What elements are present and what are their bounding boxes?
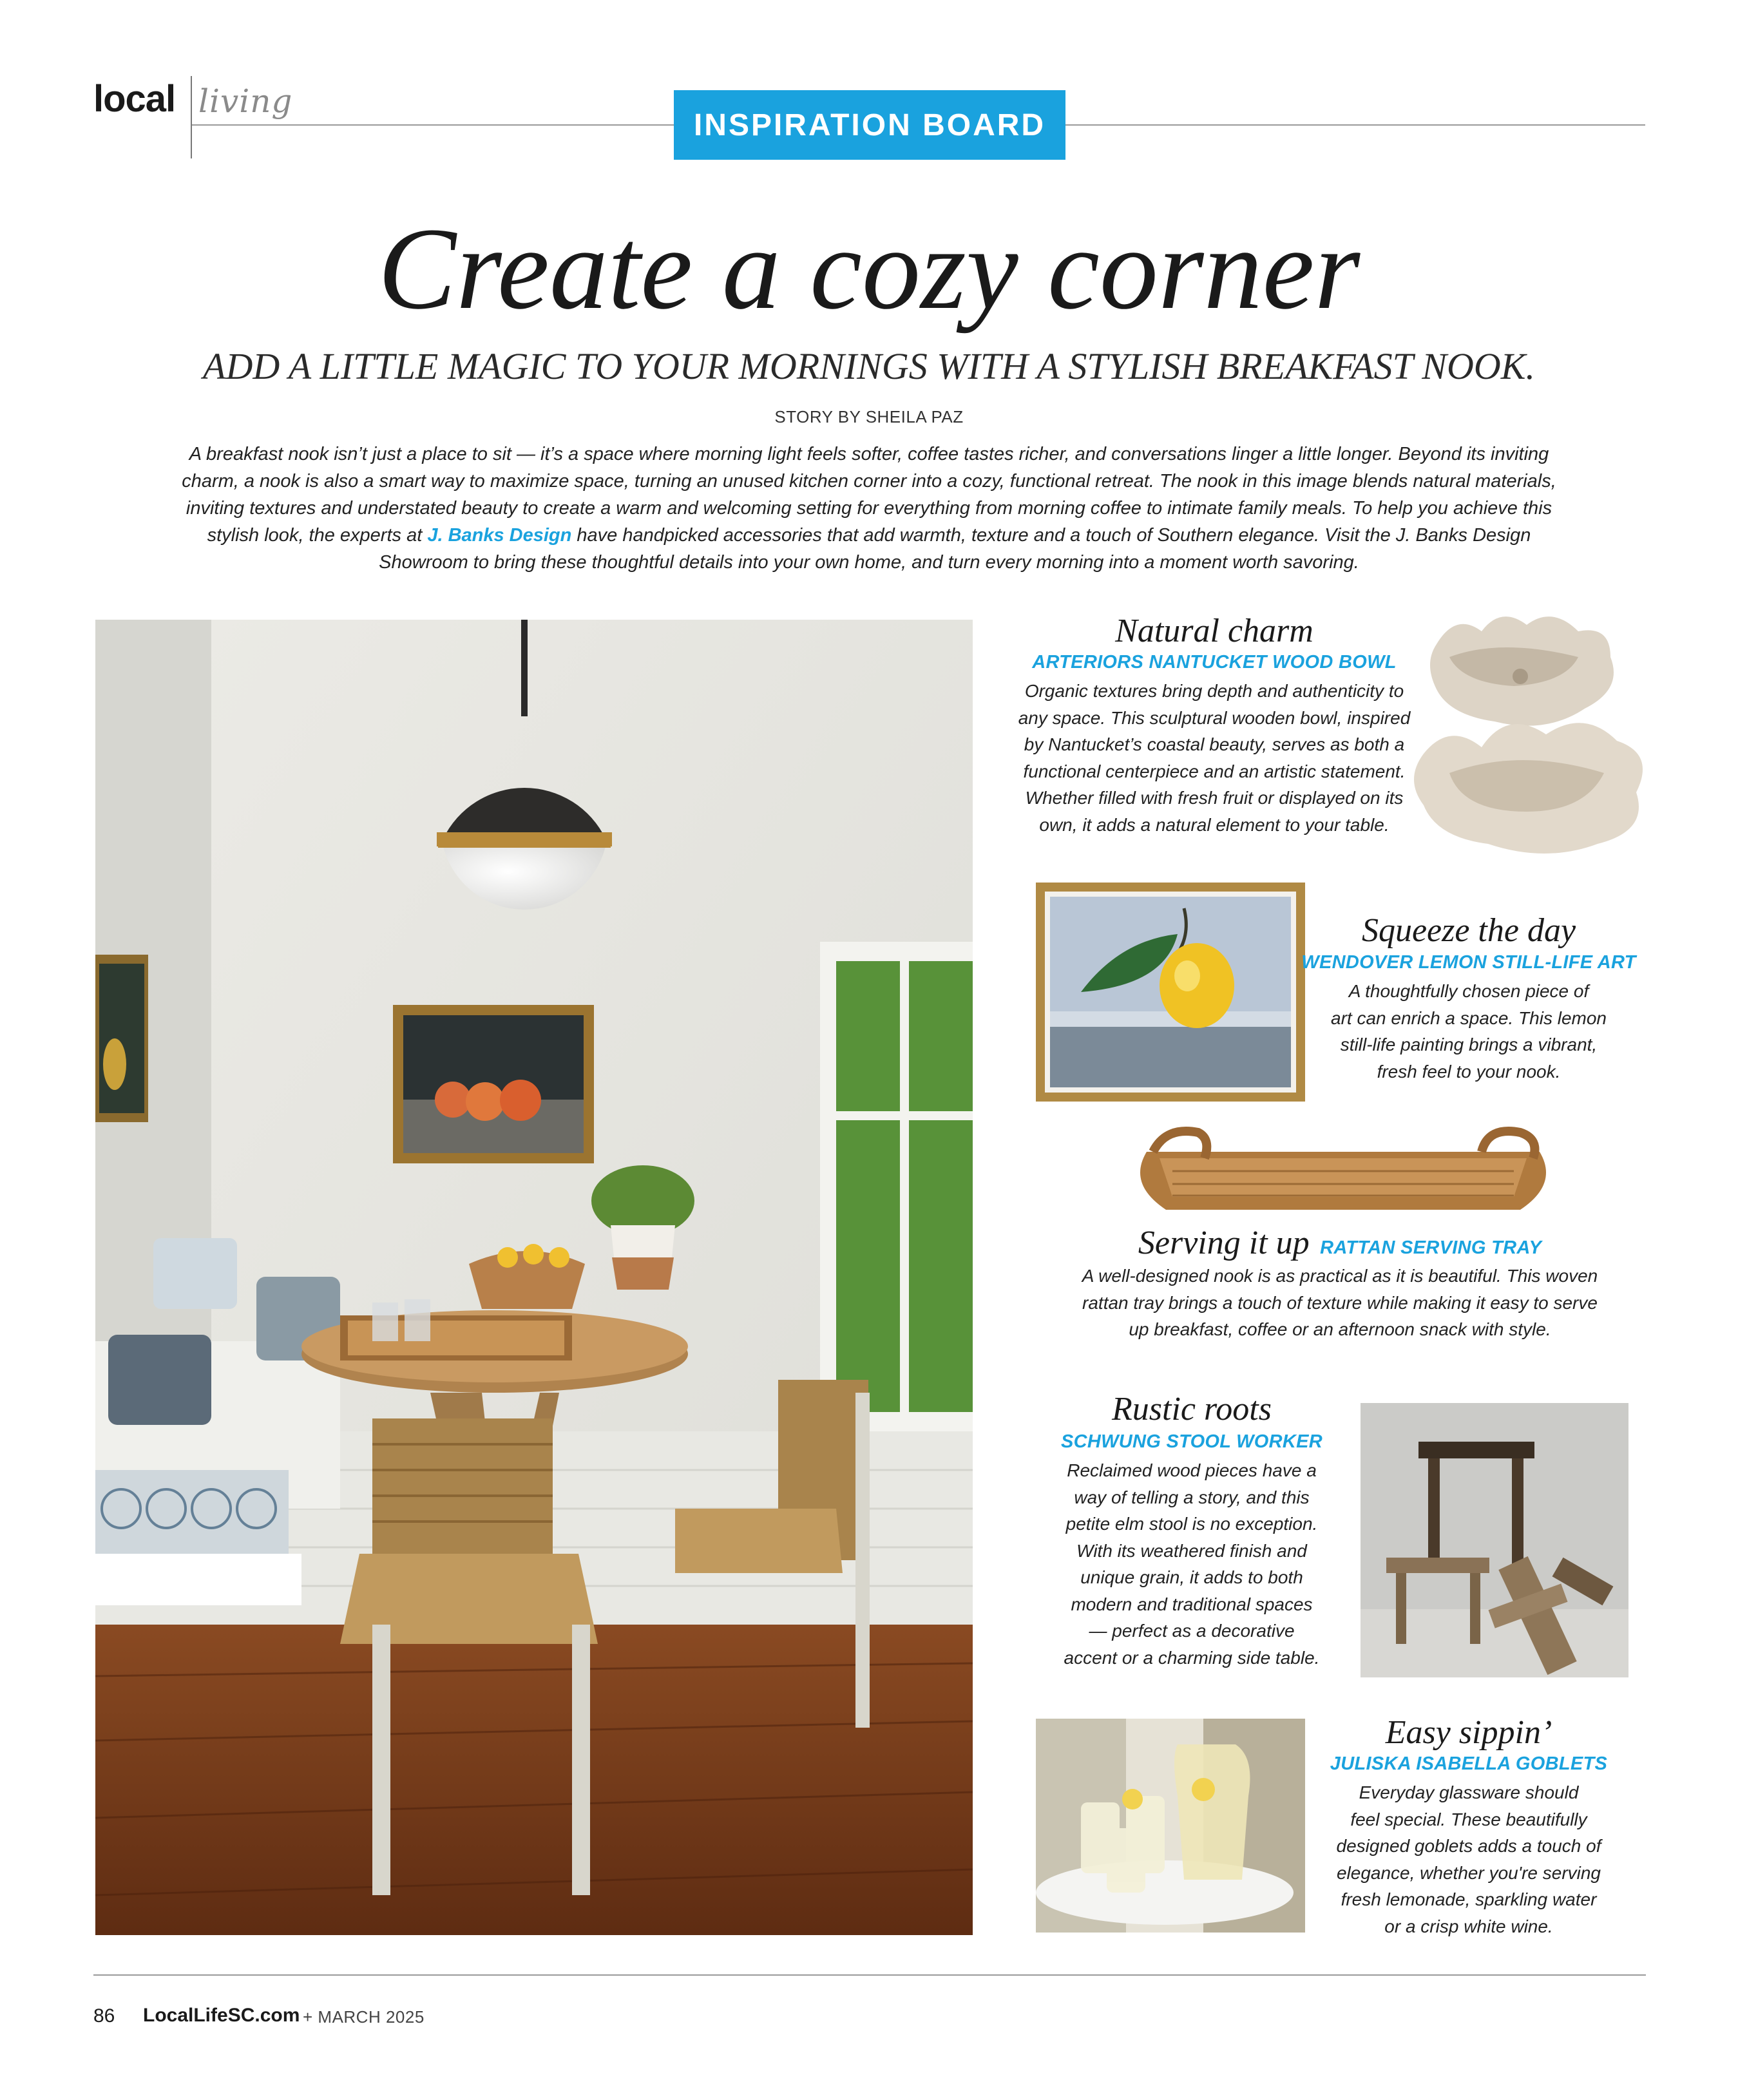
desc-line: Organic textures bring depth and authenticity to (1024, 681, 1404, 701)
brand-divider (191, 76, 192, 158)
product-desc-rattan-tray (992, 1263, 1688, 1343)
product-heading-natural-charm: Natural charm (1115, 613, 1313, 649)
desc-line: art can enrich a space. This lemon (1331, 1007, 1607, 1028)
desc-line: Whether filled with fresh fruit or displayed on its (1025, 788, 1404, 808)
desc-line: unique grain, it adds to both (1080, 1567, 1303, 1587)
lemon-still-life-image (1036, 883, 1305, 1102)
product-heading-rustic-roots: Rustic roots (1112, 1391, 1272, 1427)
product-desc-lemon-art (1314, 978, 1623, 1085)
intro-text-start: A breakfast nook isn’t just a place to sit — it’s a space where morning light feels softer, coffee tastes richer, and conversations linger a little longer. Beyond its inviting charm, a nook is also a smart way to maximize space, turning an unused kitchen corner into a cozy, functional retreat. The nook in this image blends natural materials, inviting textures and understated beauty to create a warm and welcoming setting for everything from morning coffee to intimate family meals. To help you achieve this stylish look, the experts at (182, 444, 1556, 546)
desc-line: up breakfast, coffee or an afternoon snack with style. (1129, 1319, 1551, 1339)
desc-line: or a crisp white wine. (1384, 1916, 1553, 1936)
article-intro (167, 441, 1571, 576)
footer-site-link[interactable]: LocalLifeSC.com (143, 2005, 300, 2026)
footer-rule (93, 1974, 1646, 1976)
product-name-wood-bowl: ARTERIORS NANTUCKET WOOD BOWL (1032, 652, 1397, 673)
desc-line: any space. This sculptural wooden bowl, inspired (1018, 707, 1411, 728)
desc-line: functional centerpiece and an artistic statement. (1023, 761, 1406, 781)
intro-text-end: have handpicked accessories that add warmth, texture and a touch of Southern elegance. Visit the J. Banks Design Showroom to bring these thoughtful details into your own home, and turn every morning into a moment worth savoring. (379, 525, 1531, 573)
product-heading-easy-sippin: Easy sippin’ (1385, 1714, 1552, 1751)
rattan-tray-image (1134, 1126, 1552, 1223)
brand-section-name: living (198, 82, 293, 120)
product-heading-serving-it-up: Serving it up (1138, 1225, 1310, 1261)
product-heading-row-tray (902, 1224, 1738, 1262)
footer-issue-date: + MARCH 2025 (303, 2007, 425, 2027)
desc-line: Everyday glassware should (1359, 1782, 1579, 1802)
desc-line: petite elm stool is no exception. (1065, 1514, 1318, 1534)
desc-line: elegance, whether you're serving (1336, 1862, 1601, 1883)
header-rule-left (191, 124, 674, 126)
product-heading-squeeze-the-day: Squeeze the day (1361, 912, 1576, 949)
product-desc-schwung-stool (1044, 1457, 1340, 1671)
desc-line: fresh lemonade, sparkling water (1341, 1889, 1597, 1909)
page-number: 86 (93, 2005, 115, 2027)
wood-bowl-image (1411, 606, 1656, 863)
product-desc-wood-bowl (986, 678, 1443, 838)
article-title: Create a cozy corner (377, 204, 1361, 334)
brand-logo: local (93, 78, 176, 120)
desc-line: A well-designed nook is as practical as it is beautiful. This woven (1082, 1266, 1598, 1286)
goblets-image (1036, 1719, 1305, 1933)
desc-line: modern and traditional spaces (1071, 1594, 1313, 1614)
product-desc-juliska-goblets (1314, 1779, 1623, 1940)
product-name-juliska-goblets: JULISKA ISABELLA GOBLETS (1330, 1753, 1608, 1774)
elm-stool-image (1361, 1403, 1628, 1677)
jbanks-link[interactable]: J. Banks Design (427, 525, 572, 546)
desc-line: — perfect as a decorative (1089, 1621, 1295, 1641)
header-rule-right (1065, 124, 1645, 126)
desc-line: by Nantucket’s coastal beauty, serves as both a (1024, 734, 1405, 754)
article-subtitle: ADD A LITTLE MAGIC TO YOUR MORNINGS WITH A STYLISH BREAKFAST NOOK. (203, 345, 1535, 387)
article-byline: STORY BY SHEILA PAZ (774, 407, 964, 426)
desc-line: accent or a charming side table. (1064, 1647, 1320, 1668)
desc-line: way of telling a story, and this (1074, 1487, 1310, 1507)
desc-line: Reclaimed wood pieces have a (1067, 1460, 1317, 1480)
section-banner: INSPIRATION BOARD (674, 90, 1065, 160)
desc-line: still-life painting brings a vibrant, (1340, 1035, 1598, 1055)
product-name-rattan-tray: RATTAN SERVING TRAY (1320, 1237, 1542, 1258)
desc-line: feel special. These beautifully (1350, 1809, 1587, 1829)
desc-line: A thoughtfully chosen piece of (1348, 981, 1589, 1001)
desc-line: rattan tray brings a touch of texture while making it easy to serve (1082, 1292, 1598, 1313)
product-name-schwung-stool: SCHWUNG STOOL WORKER (1060, 1431, 1323, 1452)
desc-line: With its weathered finish and (1076, 1540, 1307, 1561)
desc-line: own, it adds a natural element to your table. (1039, 814, 1389, 835)
product-name-lemon-art: WENDOVER LEMON STILL-LIFE ART (1301, 952, 1636, 973)
breakfast-nook-photo (95, 620, 973, 1935)
desc-line: fresh feel to your nook. (1377, 1061, 1561, 1082)
desc-line: designed goblets adds a touch of (1336, 1836, 1601, 1856)
